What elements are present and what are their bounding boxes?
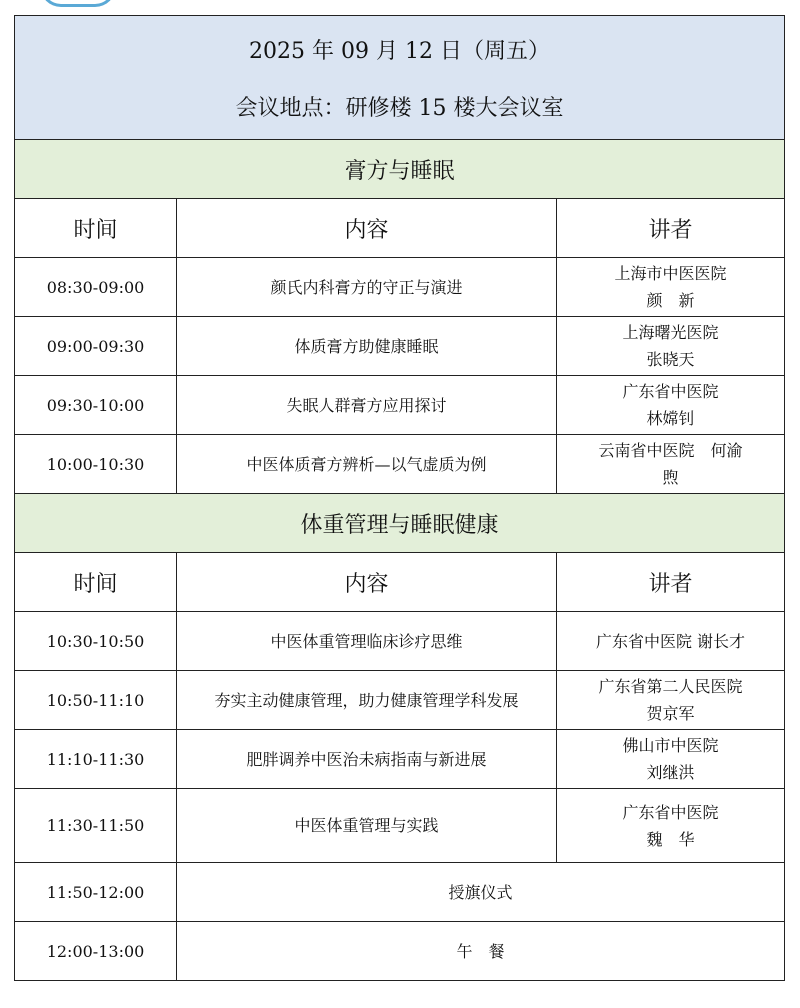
content-cell: 中医体重管理临床诊疗思维 [177, 612, 557, 671]
time-cell: 11:50-12:00 [15, 863, 177, 922]
speaker-cell [557, 376, 785, 435]
content-cell: 午 餐 [177, 922, 785, 981]
time-cell: 10:00-10:30 [15, 435, 177, 494]
speaker-cell [557, 671, 785, 730]
col-header-speaker: 讲者 [557, 553, 785, 612]
table-row [15, 789, 785, 863]
time-cell: 09:30-10:00 [15, 376, 177, 435]
col-header-time: 时间 [15, 199, 177, 258]
speaker-org: 广东省第二人民医院 [598, 677, 743, 696]
session-title: 体重管理与睡眠健康 [15, 494, 785, 553]
header-row [15, 16, 785, 140]
speaker-name: 张晓天 [646, 350, 695, 369]
content-cell: 体质膏方助健康睡眠 [177, 317, 557, 376]
session-title: 膏方与睡眠 [15, 140, 785, 199]
speaker-org: 广东省中医院 [622, 382, 719, 401]
content-cell: 肥胖调养中医治未病指南与新进展 [177, 730, 557, 789]
meeting-location: 会议地点：研修楼 15 楼大会议室 [235, 95, 564, 121]
speaker-name: 魏 华 [646, 829, 695, 849]
time-cell: 09:00-09:30 [15, 317, 177, 376]
table-row [15, 863, 785, 922]
table-row [15, 317, 785, 376]
content-cell: 中医体质膏方辨析—以气虚质为例 [177, 435, 557, 494]
speaker-name: 颜 新 [646, 291, 695, 310]
table-row [15, 435, 785, 494]
speaker-cell [557, 317, 785, 376]
content-cell: 夯实主动健康管理，助力健康管理学科发展 [177, 671, 557, 730]
speaker-org: 广东省中医院 谢长才 [595, 631, 746, 651]
speaker-org: 上海市中医医院 [614, 264, 727, 283]
time-cell: 11:30-11:50 [15, 789, 177, 863]
speaker-org: 云南省中医院 何渝 [598, 441, 743, 460]
col-header-content: 内容 [177, 553, 557, 612]
session-title-row [15, 140, 785, 199]
speaker-name: 贺京军 [646, 704, 695, 723]
speaker-cell [557, 612, 785, 671]
table-row [15, 730, 785, 789]
time-cell: 10:50-11:10 [15, 671, 177, 730]
content-cell: 中医体重管理与实践 [177, 789, 557, 863]
time-cell: 12:00-13:00 [15, 922, 177, 981]
table-row [15, 258, 785, 317]
table-row [15, 671, 785, 730]
agenda-table [14, 15, 785, 981]
speaker-name: 煦 [662, 468, 679, 487]
col-header-content: 内容 [177, 199, 557, 258]
speaker-cell [557, 435, 785, 494]
table-row [15, 376, 785, 435]
speaker-cell [557, 730, 785, 789]
speaker-org: 广东省中医院 [622, 802, 719, 822]
speaker-name: 林嫦钊 [646, 409, 695, 428]
speaker-org: 上海曙光医院 [622, 323, 719, 342]
time-cell: 11:10-11:30 [15, 730, 177, 789]
table-row [15, 612, 785, 671]
logo-arc [40, 0, 116, 7]
time-cell: 08:30-09:00 [15, 258, 177, 317]
content-cell: 失眠人群膏方应用探讨 [177, 376, 557, 435]
column-header-row [15, 199, 785, 258]
session-title-row [15, 494, 785, 553]
col-header-time: 时间 [15, 553, 177, 612]
column-header-row [15, 553, 785, 612]
col-header-speaker: 讲者 [557, 199, 785, 258]
table-row [15, 922, 785, 981]
content-cell: 颜氏内科膏方的守正与演进 [177, 258, 557, 317]
time-cell: 10:30-10:50 [15, 612, 177, 671]
speaker-org: 佛山市中医院 [622, 736, 719, 755]
speaker-cell [557, 789, 785, 863]
content-cell: 授旗仪式 [177, 863, 785, 922]
speaker-cell [557, 258, 785, 317]
header-cell [15, 16, 785, 140]
speaker-name: 刘继洪 [646, 763, 695, 782]
meeting-date: 2025 年 09 月 12 日（周五） [249, 38, 550, 64]
